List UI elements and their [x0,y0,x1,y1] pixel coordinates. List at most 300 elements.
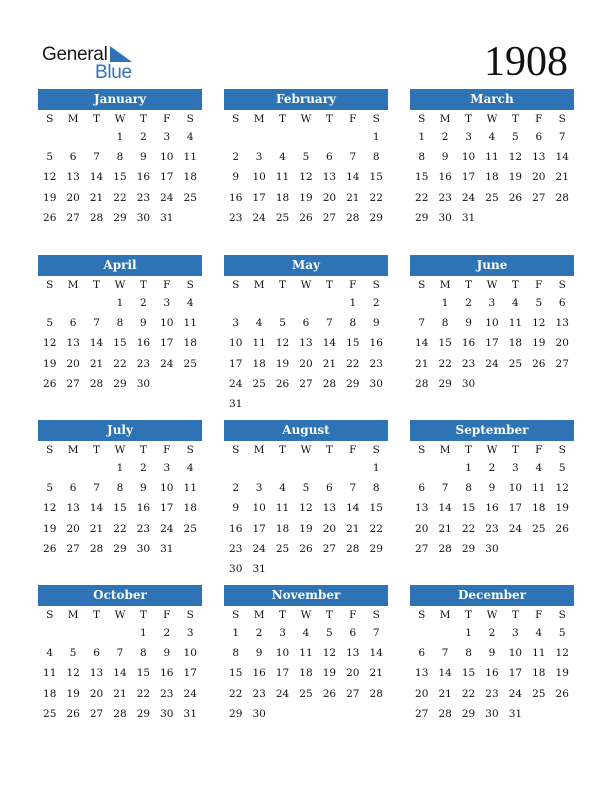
day-cell: 14 [555,151,569,164]
day-cell: 4 [255,317,263,330]
day-cell: 17 [461,171,476,184]
day-cell: 5 [46,317,54,330]
week-row [224,643,388,663]
day-cell [318,458,341,478]
day-cell: 1 [116,131,124,143]
day-cell: 22 [136,687,151,700]
day-cell: 1 [372,131,380,143]
day-cell: 11 [43,667,57,680]
day-cell: 27 [66,377,80,390]
day-cell [410,623,433,643]
day-cell [294,704,317,724]
week-row [38,539,202,559]
weekday-label: T [465,113,473,125]
day-cell: 19 [555,502,569,515]
day-cell: 6 [69,317,77,330]
day-cell: 10 [160,482,174,495]
day-cell: 1 [349,297,357,309]
day-cell: 18 [532,502,546,515]
day-cell: 16 [461,337,476,350]
month-header: September [410,420,574,441]
day-cell [294,559,317,579]
day-cell: 26 [532,357,546,370]
month-august [224,420,388,579]
day-cell: 3 [512,462,519,474]
weekday-label: S [232,609,240,621]
day-cell: 21 [369,667,383,680]
day-cell: 18 [183,337,197,350]
day-cell: 5 [46,151,54,164]
day-cell: 13 [66,337,80,350]
day-cell: 11 [532,647,546,660]
day-cell: 25 [183,357,197,370]
day-cell: 30 [229,562,243,575]
week-row [38,208,202,228]
day-cell: 26 [66,707,80,720]
day-cell: 21 [89,191,104,204]
day-cell: 16 [438,171,452,184]
day-cell: 24 [252,542,266,555]
day-cell: 1 [465,627,472,639]
day-cell: 14 [415,337,429,350]
day-cell: 17 [275,667,290,680]
week-row [224,498,388,518]
month-october [38,585,202,724]
day-cell: 29 [113,377,127,390]
day-cell: 2 [232,482,240,495]
day-cell: 18 [532,667,546,680]
weekday-label: M [253,113,265,125]
day-cell: 3 [488,297,496,309]
day-cell: 10 [508,482,523,495]
day-cell: 1 [418,131,426,143]
day-cell: 18 [183,502,197,515]
weekday-label: T [465,444,473,456]
week-row [410,539,574,559]
month-header: April [38,255,202,276]
week-row [410,623,574,643]
weekday-label: S [418,609,426,621]
weekday-header-row [38,607,202,623]
week-row [224,354,388,374]
weekday-label: S [558,113,566,125]
week-row [38,333,202,353]
day-cell: 26 [508,191,523,204]
day-cell: 29 [136,707,151,720]
day-cell: 18 [183,171,197,184]
weekday-header-row [410,442,574,458]
day-cell: 28 [346,211,360,224]
day-cell: 26 [555,522,569,535]
day-cell: 8 [418,151,426,164]
weekday-label: T [325,444,333,456]
day-cell: 12 [275,337,290,350]
day-cell: 22 [346,357,360,370]
week-row [410,684,574,704]
weekday-label: M [67,279,79,291]
day-cell [85,623,108,643]
weekday-label: T [139,113,147,125]
weekday-label: M [439,444,451,456]
day-cell: 14 [369,647,383,660]
day-cell: 15 [461,667,476,680]
weekday-label: W [300,444,312,456]
day-cell: 1 [232,627,240,639]
month-april [38,255,202,394]
day-cell: 2 [232,151,240,164]
day-cell: 5 [279,317,286,330]
day-cell: 27 [89,707,104,720]
week-row [38,498,202,518]
day-cell: 3 [255,482,263,495]
day-cell: 1 [372,462,380,474]
day-cell: 9 [140,151,147,164]
day-cell: 29 [229,707,243,720]
day-cell: 13 [89,667,104,680]
day-cell [247,293,270,313]
weekday-label: M [253,444,265,456]
day-cell: 25 [275,211,290,224]
day-cell: 2 [140,462,147,474]
day-cell: 9 [232,171,240,184]
day-cell: 5 [512,131,519,143]
day-cell: 17 [160,337,174,350]
day-cell [179,208,202,228]
week-row [224,127,388,147]
day-cell: 13 [299,337,313,350]
day-cell: 11 [183,482,197,495]
week-row [224,313,388,333]
day-cell: 15 [461,502,476,515]
week-row [410,663,574,683]
day-cell: 2 [441,131,449,143]
day-cell: 27 [66,211,80,224]
day-cell: 19 [66,687,80,700]
day-cell [433,623,456,643]
day-cell: 19 [299,191,313,204]
weekday-label: S [186,279,194,291]
day-cell: 6 [69,482,77,495]
week-row [224,704,388,724]
day-cell: 14 [346,171,360,184]
day-cell: 18 [275,191,290,204]
day-cell: 17 [160,502,174,515]
day-cell: 27 [415,707,429,720]
weekday-label: S [46,279,54,291]
weekday-label: S [46,609,54,621]
day-cell: 4 [535,462,543,474]
day-cell: 21 [346,191,360,204]
day-cell: 31 [461,211,476,224]
day-cell: 5 [558,627,566,639]
day-cell [527,539,550,559]
day-cell: 19 [532,337,546,350]
day-cell: 15 [346,337,360,350]
day-cell: 15 [113,337,127,350]
day-cell: 24 [508,522,523,535]
week-row [38,519,202,539]
day-cell: 21 [113,687,127,700]
weekday-label: F [163,444,171,456]
week-row [224,208,388,228]
weekday-label: F [349,279,357,291]
day-cell: 28 [369,687,383,700]
day-cell: 27 [532,191,546,204]
week-row [410,313,574,333]
day-cell: 24 [275,687,290,700]
day-cell: 30 [485,542,499,555]
day-cell: 27 [299,377,313,390]
day-cell [551,539,574,559]
day-cell: 20 [415,687,429,700]
week-row [410,208,574,228]
day-cell: 9 [441,151,449,164]
day-cell: 14 [322,337,337,350]
week-row [224,519,388,539]
month-header: February [224,89,388,110]
weekday-header-row [410,607,574,623]
day-cell: 23 [229,542,243,555]
weekday-label: F [535,444,543,456]
day-cell: 25 [183,522,197,535]
day-cell: 18 [275,522,290,535]
day-cell: 3 [163,131,171,143]
day-cell: 11 [275,502,290,515]
day-cell: 5 [558,462,566,474]
day-cell [61,458,84,478]
day-cell: 13 [532,151,546,164]
day-cell: 14 [89,337,104,350]
day-cell: 5 [69,647,77,660]
day-cell: 7 [326,317,333,330]
day-cell: 24 [461,191,476,204]
day-cell: 2 [140,297,147,309]
day-cell: 6 [326,151,333,164]
day-cell: 14 [89,171,104,184]
day-cell: 18 [299,667,313,680]
week-row [410,519,574,539]
day-cell [318,394,341,414]
weekday-header-row [224,607,388,623]
day-cell: 23 [438,191,452,204]
day-cell [85,293,108,313]
day-cell: 10 [160,151,174,164]
day-cell: 13 [66,502,80,515]
day-cell: 27 [346,687,360,700]
weekday-label: W [114,279,126,291]
day-cell: 31 [508,707,523,720]
day-cell [341,127,364,147]
day-cell: 7 [349,151,357,164]
day-cell: 14 [438,502,452,515]
day-cell: 6 [93,647,100,660]
week-row [38,354,202,374]
day-cell [504,374,527,394]
month-header: November [224,585,388,606]
week-row [38,663,202,683]
day-cell: 28 [113,707,127,720]
day-cell: 8 [116,317,124,330]
week-row [38,374,202,394]
weekday-label: W [114,444,126,456]
week-row [38,643,202,663]
month-july [38,420,202,559]
day-cell: 25 [485,191,499,204]
day-cell [271,293,294,313]
day-cell [294,293,317,313]
week-row [224,188,388,208]
weekday-header-row [410,277,574,293]
day-cell: 16 [136,337,151,350]
weekday-label: T [511,113,519,125]
day-cell: 18 [43,687,57,700]
day-cell [318,127,341,147]
week-row [38,127,202,147]
day-cell: 17 [160,171,174,184]
week-row [224,539,388,559]
day-cell: 25 [252,377,266,390]
week-row [410,478,574,498]
month-february [224,89,388,228]
day-cell: 12 [555,647,569,660]
week-row [224,663,388,683]
day-cell: 23 [485,687,499,700]
day-cell [247,394,270,414]
day-cell: 26 [299,542,313,555]
day-cell [271,458,294,478]
week-row [224,394,388,414]
month-header: May [224,255,388,276]
day-cell [247,127,270,147]
day-cell: 17 [485,337,499,350]
day-cell: 17 [508,502,523,515]
day-cell: 20 [299,357,313,370]
day-cell: 21 [346,522,360,535]
weekday-label: W [300,609,312,621]
day-cell [85,458,108,478]
week-row [410,354,574,374]
day-cell: 7 [93,151,100,164]
day-cell: 9 [372,317,380,330]
month-header: June [410,255,574,276]
weekday-label: F [349,113,357,125]
day-cell: 26 [43,542,57,555]
day-cell: 2 [163,627,171,639]
day-cell: 20 [555,337,569,350]
weekday-label: S [186,444,194,456]
day-cell [155,374,178,394]
day-cell: 4 [186,297,194,309]
weekday-label: S [232,444,240,456]
day-cell: 24 [160,357,174,370]
day-cell [271,127,294,147]
day-cell: 7 [116,647,124,660]
weekday-label: F [349,609,357,621]
day-cell: 27 [415,542,429,555]
day-cell: 21 [555,171,569,184]
day-cell: 19 [555,667,569,680]
day-cell: 30 [136,542,151,555]
day-cell: 31 [252,562,266,575]
day-cell: 22 [461,522,476,535]
day-cell: 22 [113,522,127,535]
day-cell: 3 [279,627,286,639]
week-row [410,643,574,663]
week-row [410,333,574,353]
day-cell: 1 [140,627,147,639]
day-cell: 12 [43,502,57,515]
day-cell: 13 [346,647,360,660]
weekday-label: T [279,609,287,621]
day-cell: 25 [43,707,57,720]
day-cell: 3 [232,317,240,330]
weekday-label: S [558,609,566,621]
day-cell: 12 [299,171,313,184]
week-row [224,293,388,313]
day-cell [224,293,247,313]
day-cell: 5 [326,627,333,639]
month-may [224,255,388,414]
day-cell: 21 [415,357,429,370]
weekday-label: S [372,444,380,456]
day-cell: 24 [485,357,499,370]
week-row [224,478,388,498]
day-cell: 28 [415,377,429,390]
day-cell: 5 [302,151,310,164]
day-cell: 9 [488,482,496,495]
day-cell: 20 [322,191,337,204]
day-cell: 29 [346,377,360,390]
week-row [410,704,574,724]
day-cell: 9 [232,502,240,515]
day-cell: 9 [140,482,147,495]
day-cell: 4 [535,627,543,639]
week-row [38,704,202,724]
day-cell: 20 [532,171,546,184]
day-cell: 30 [136,377,151,390]
day-cell: 22 [229,687,243,700]
day-cell: 27 [66,542,80,555]
weekday-label: M [253,279,265,291]
day-cell: 11 [183,151,197,164]
day-cell: 6 [535,131,543,143]
day-cell: 8 [140,647,147,660]
day-cell: 10 [160,317,174,330]
day-cell: 3 [465,131,472,143]
day-cell: 12 [299,502,313,515]
week-row [410,127,574,147]
day-cell [224,458,247,478]
day-cell: 28 [89,377,104,390]
logo-blue-text: Blue [95,62,132,83]
weekday-label: T [465,609,473,621]
week-row [38,623,202,643]
week-row [224,623,388,643]
day-cell: 21 [89,522,104,535]
day-cell: 26 [43,211,57,224]
weekday-label: T [93,279,101,291]
weekday-label: M [439,279,451,291]
week-row [38,293,202,313]
day-cell: 25 [532,522,546,535]
day-cell [271,559,294,579]
weekday-header-row [38,111,202,127]
week-row [224,559,388,579]
weekday-label: S [232,113,240,125]
day-cell [551,374,574,394]
day-cell: 7 [558,131,566,143]
weekday-label: S [46,444,54,456]
